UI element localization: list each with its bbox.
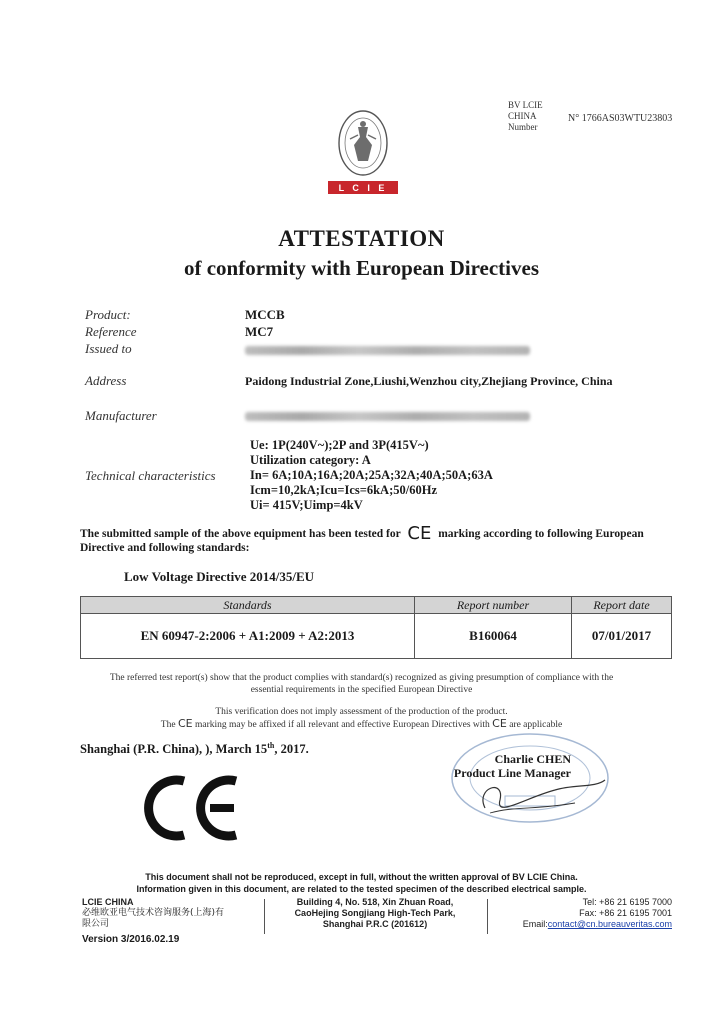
date-text: , 2017. — [274, 742, 309, 757]
table-header-report-number: Report number — [415, 597, 572, 614]
company-name: LCIE CHINA — [82, 897, 134, 907]
footer-contact — [495, 897, 672, 930]
fax: Fax: +86 21 6195 7001 — [579, 908, 672, 918]
technical-label: Technical characteristics — [85, 468, 216, 483]
redacted-issued-to — [245, 346, 530, 355]
address-value: Paidong Industrial Zone,Liushi,Wenzhou city,Zhejiang Province, China — [245, 374, 613, 388]
header-ref-block — [508, 100, 543, 133]
logo-band-text: L C I E — [338, 183, 388, 193]
footer-line: This document shall not be reproduced, except in full, without the written approval of BV LCIE China. — [145, 872, 578, 882]
reference-value: MC7 — [245, 324, 274, 339]
phone: Tel: +86 21 6195 7000 — [582, 897, 672, 907]
tech-line: Ue: 1P(240V~);2P and 3P(415V~) — [250, 438, 429, 452]
document-subtitle: of conformity with European Directives — [183, 256, 539, 280]
product-label: Product: — [85, 307, 131, 322]
signatory-name: Charlie CHEN — [494, 752, 571, 766]
note-line: The referred test report(s) show that the product complies with standard(s) recognized as giving presumption of compliance with the — [109, 673, 614, 683]
statement-text: marking according to following European — [438, 528, 644, 540]
certificate-number: N° 1766AS03WTU23803 — [568, 113, 673, 124]
note-text: are applicable — [509, 720, 563, 730]
tech-line: Ui= 415V;Uimp=4kV — [250, 498, 363, 512]
bureau-veritas-lcie-logo — [328, 105, 398, 197]
tested-statement — [80, 523, 660, 555]
footer-company — [82, 897, 257, 930]
tech-line: Utilization category: A — [250, 453, 371, 467]
ref-line: CHINA — [508, 111, 537, 121]
ref-line: BV LCIE — [508, 100, 543, 110]
footer-address — [270, 897, 480, 930]
address-line: Building 4, No. 518, Xin Zhuan Road, — [296, 897, 454, 907]
statement-text: The submitted sample of the above equipment has been tested for — [80, 528, 401, 540]
email-label: Email: — [522, 919, 548, 929]
ref-line: Number — [508, 122, 538, 132]
standards-table — [80, 596, 672, 659]
table-header-report-date: Report date — [572, 597, 672, 614]
table-cell-standard: EN 60947-2:2006 + A1:2009 + A2:2013 — [81, 614, 415, 659]
version-label: Version 3/2016.02.19 — [82, 934, 180, 945]
directive-name: Low Voltage Directive 2014/35/EU — [124, 569, 315, 584]
company-cn: 必维欧亚电气技术咨询服务(上海)有 — [82, 908, 225, 918]
table-row — [81, 614, 672, 659]
footer-divider — [487, 899, 488, 934]
footer-line: Information given in this document, are related to the tested specimen of the described electrical sample. — [136, 884, 587, 894]
redacted-manufacturer — [245, 412, 530, 421]
company-cn: 限公司 — [82, 919, 110, 929]
ce-mark-icon — [140, 775, 240, 841]
footer-disclaimer — [0, 871, 723, 895]
address-line: Shanghai P.R.C (201612) — [322, 919, 428, 929]
technical-values — [250, 438, 493, 513]
statement-line2: Directive and following standards: — [80, 542, 250, 554]
ce-mark-icon: CE — [177, 717, 193, 730]
manufacturer-label: Manufacturer — [85, 408, 157, 423]
document-title: ATTESTATION — [278, 226, 445, 251]
tech-line: Icm=10,2kA;Icu=Ics=6kA;50/60Hz — [250, 483, 437, 497]
address-label: Address — [85, 373, 127, 388]
referred-note — [60, 672, 663, 696]
date-text: Shanghai (P.R. China), ), March 15 — [80, 742, 268, 757]
verification-note: This verification does not imply assessment of the production of the product. — [215, 707, 508, 717]
product-value: MCCB — [245, 307, 285, 322]
signatory — [451, 752, 571, 780]
place-and-date — [80, 741, 309, 757]
tech-line: In= 6A;10A;16A;20A;25A;32A;40A;50A;63A — [250, 468, 493, 482]
issued-to-label: Issued to — [85, 341, 132, 356]
table-cell-report-number: B160064 — [415, 614, 572, 659]
note-text: marking may be affixed if all relevant and effective European Directives with — [194, 720, 490, 730]
ce-mark-icon: CE — [492, 717, 507, 730]
ce-mark-icon: CE — [407, 523, 432, 544]
date-suffix: th — [267, 741, 275, 750]
note-line: essential requirements in the specified European Directive — [250, 685, 473, 695]
table-header-standards: Standards — [81, 597, 415, 614]
table-cell-report-date: 07/01/2017 — [572, 614, 672, 659]
email-link[interactable]: contact@cn.bureauveritas.com — [547, 919, 672, 929]
signatory-title: Product Line Manager — [453, 766, 571, 780]
reference-label: Reference — [85, 324, 137, 339]
footer-divider — [264, 899, 265, 934]
address-line: CaoHejing Songjiang High-Tech Park, — [294, 908, 456, 918]
note-text: The — [160, 720, 176, 730]
